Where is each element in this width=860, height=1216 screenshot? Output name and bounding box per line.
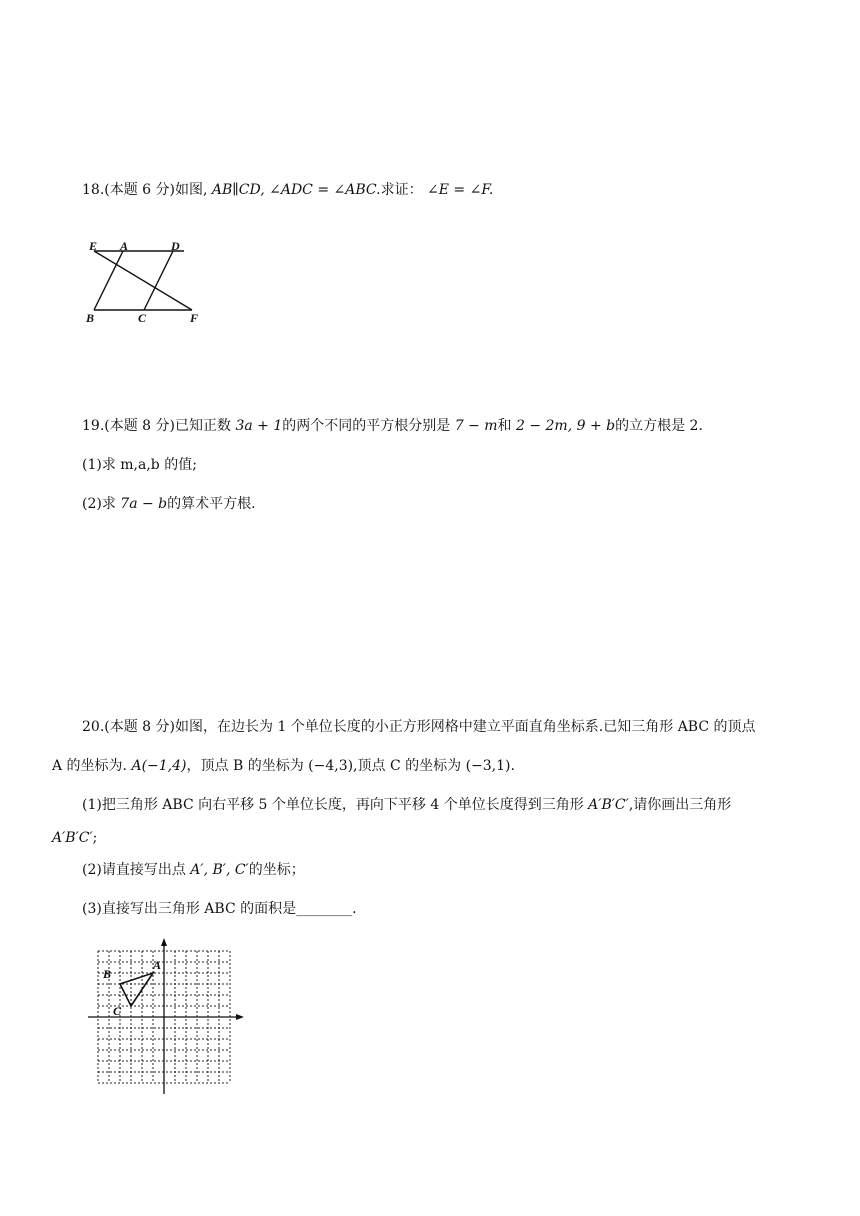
label-D: D (171, 240, 180, 253)
q19-expr1: 3a + 1 (235, 418, 283, 434)
q19-sub2 (82, 494, 256, 514)
segment-DC (144, 251, 173, 310)
label-B: B (103, 967, 112, 981)
q20-line4 (52, 828, 97, 848)
label-A: A (120, 240, 129, 253)
label-B: B (86, 311, 95, 325)
label-E: E (89, 240, 98, 253)
q20-grid-figure (86, 936, 246, 1096)
q19-part4: 的立方根是 2. (615, 418, 703, 434)
q19-expr3: 2 − 2m, 9 + b (515, 418, 616, 434)
q18-figure (84, 240, 214, 326)
q19-part1: 19.(本题 8 分)已知正数 (82, 418, 236, 434)
q20-line2-b: ，顶点 B 的坐标为 (−4,3),顶点 C 的坐标为 (−3,1). (186, 758, 515, 774)
q19-text (82, 416, 703, 436)
q19-sub2-prefix: (2)求 (82, 496, 121, 512)
q20-line5-b: 的坐标； (248, 862, 305, 878)
q19-sub2-expr: 7a − b (120, 496, 168, 512)
q20-point-A: A(−1,4) (131, 758, 187, 774)
q20-line4-expr: A′B′C′ (52, 830, 93, 846)
q19-expr2: 7 − m (454, 418, 498, 434)
q19-sub2-suffix: 的算术平方根. (167, 496, 256, 512)
x-axis-arrow (236, 1014, 244, 1020)
q20-line1: 20.(本题 8 分)如图，在边长为 1 个单位长度的小正方形网格中建立平面直角坐标系.已知三角形 ABC 的顶点 (82, 719, 756, 735)
q18-mid: 求证： (380, 182, 428, 198)
q20-line5 (82, 860, 305, 880)
q18-conclusion: ∠E = ∠F. (427, 182, 494, 198)
q19-part3: 和 (497, 418, 516, 434)
q20-line2 (52, 756, 515, 776)
q20-line3 (82, 795, 731, 815)
q18-condition: AB∥CD, ∠ADC = ∠ABC. (211, 182, 381, 198)
q20-line5-expr: A′, B′, C′ (190, 862, 249, 878)
label-F: F (190, 311, 199, 325)
q20-line4-b: ; (92, 830, 98, 846)
q18-text (82, 180, 493, 200)
q20-line2-a: A 的坐标为. (52, 758, 132, 774)
q19-part2: 的两个不同的平方根分别是 (282, 418, 455, 434)
q20-line3-a: (1)把三角形 ABC 向右平移 5 个单位长度，再向下平移 4 个单位长度得到三角形 (82, 797, 589, 813)
q20-line5-a: (2)请直接写出点 (82, 862, 191, 878)
triangle-ABC (120, 973, 153, 1006)
q18-head: 18.(本题 6 分)如图, (82, 182, 212, 198)
q20-line6: (3)直接写出三角形 ABC 的面积是________. (82, 901, 357, 917)
q20-line3-expr: A′B′C′ (588, 797, 629, 813)
label-A: A (153, 958, 162, 972)
q19-sub1: (1)求 m,a,b 的值; (82, 457, 197, 473)
label-C: C (113, 1004, 122, 1018)
y-axis-arrow (161, 938, 167, 946)
label-C: C (138, 311, 147, 325)
q20-line3-b: ,请你画出三角形 (628, 797, 732, 813)
